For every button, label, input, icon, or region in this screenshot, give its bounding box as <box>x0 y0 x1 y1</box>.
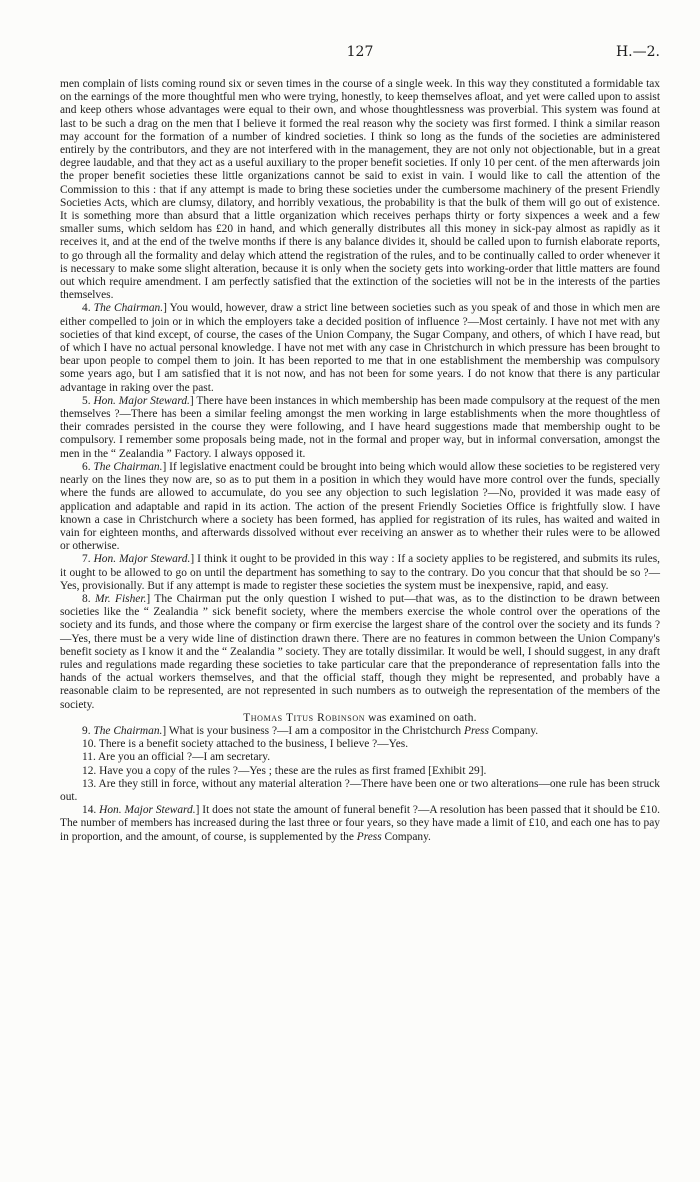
question-10 <box>60 738 660 751</box>
question-13 <box>60 778 660 804</box>
question-text: Have you a copy of the rules ?—Yes ; these are the rules as first framed [Exhibit 29]. <box>99 764 487 777</box>
witness-name: Thomas Titus Robinson <box>243 711 366 724</box>
question-number: 9. <box>82 724 91 737</box>
question-text: ] I think it ought to be provided in this way : If a society applies to be registered, and submits its rules, it ought to be allowed to go on until the department has something to say to the contrary. Do you concur that that should be so ?—Yes, provisionally. But if any attempt is made to register these societies the system must be inexpensive, rapid, and easy. <box>60 553 660 592</box>
question-text: ] You would, however, draw a strict line between societies such as you speak of and those in which men are either compelled to join or in which the employers take a decided position of influence ?—Most certainly. I have not met with any societies of that kind except, of course, the cases of the Union Company, the Sugar Company, and others, of which I have read, but of which I have no actual personal knowledge. I have not met with any case in Christchurch in which pressure has been brought to bear upon people to compel them to join. It has been reported to me that in one establishment the membership was compulsory some years ago, but I am satisfied that it is not now, and has not been for some years. I do not know that there is any particular advantage in raking over the past. <box>60 302 660 394</box>
emphasis: Press <box>356 830 382 843</box>
question-12 <box>60 765 660 778</box>
page-header <box>60 44 660 64</box>
question-6 <box>60 461 660 553</box>
speaker: Mr. Fisher. <box>95 592 147 605</box>
question-text: There is a benefit society attached to the business, I believe ?—Yes. <box>98 738 409 751</box>
witness-heading-rest: was examined on oath. <box>365 711 477 724</box>
question-text: ] If legislative enactment could be brought into being which would allow these societies to be registered very nearly on the lines they now are, so as to put them in a position in which they would have more control over the funds, specially where the funds are allowed to accumulate, do you see any objection to such legislation ?—No, provided it was made easy of application and adaptable and rapid in its action. The action of the present Friendly Societies Office is frightfully slow. I have known a case in Christchurch where a society has been formed, has applied for registration of its rules, has waited and waited in vain for eighteen months, and afterwards dissolved without ever receiving an answer as to whether their rules were to be allowed or otherwise. <box>60 460 660 553</box>
paragraph-text: men complain of lists coming round six or seven times in the course of a single week. In this way they constituted a formidable tax on the earnings of the more thoughtful men who were trying, honestly, to keep themselves afloat, and yet were called upon to assist and keep others whose advantages were equal to their own, and whose thoughtlessness was proverbial. This system was found at last to be such a drag on the men that I believe it formed the real reason why the society was first formed. I think a similar reason may account for the formation of a number of kindred societies. I think so long as the funds of the societies are administered entirely by the contributors, and they are not interfered with in the management, they are not only not objectionable, but in a great degree laudable, and that they act as a useful auxiliary to the proper benefit societies. If only 10 per cent. of the men afterwards join the proper benefit societies these little organizations cannot be said to exist in vain. I would like to call the attention of the Commission to this : that if any attempt is made to bring these societies under the cumbersome machinery of the present Friendly Societies Acts, which are clumsy, dilatory, and horribly vexatious, the probability is that the bulk of them will go out of existence. It is something more than absurd that a little organization which receives perhaps thirty or forty sixpences a week and a few smaller sums, which seldom has £20 in hand, and which generally distributes all this money in sick-pay almost as rapidly as it receives it, and at the end of the twelve months if there is any balance divides it, should be called upon to furnish elaborate reports, to go through all the formality and delay which attend the registration of the rules, and to be continually called to order whenever it is necessary to make some slight alteration, because it is only when the society gets into working-order that little matters are found out which require amendment. I am perfectly satisfied that the extinction of the societies will not be in the interests of the parties themselves. <box>60 78 660 302</box>
question-9 <box>60 725 660 738</box>
question-number: 5. <box>82 394 91 407</box>
speaker: Hon. Major Steward. <box>99 804 196 817</box>
speaker: The Chairman. <box>93 724 163 737</box>
question-11 <box>60 751 660 764</box>
question-number: 7. <box>82 553 91 566</box>
question-5 <box>60 395 660 461</box>
question-text: Are you an official ?—I am secretary. <box>98 751 271 764</box>
question-number: 13. <box>82 777 97 790</box>
question-number: 8. <box>82 592 91 605</box>
document-body <box>60 78 660 844</box>
speaker: The Chairman. <box>93 302 164 315</box>
emphasis: Press <box>463 724 489 737</box>
question-number: 10. <box>82 738 97 751</box>
question-7 <box>60 553 660 593</box>
question-text: ] The Chairman put the only question I wished to put—that was, as to the distinction to be drawn between societies like the “ Zealandia ” sick benefit society, where the members exercise the whole control over the operations of the society and its funds, and those where the company or firm exercise the largest share of the control over the society and its funds ?—Yes, there must be a very wide line of distinction drawn there. There are no features in common between the Union Company's benefit society as I know it and the “ Zealandia ” society. They are totally dissimilar. It would be well, I should suggest, in any draft rules and regulations made regarding these societies to take particular care that the preponderance of representation falls into the hands of the actual workers themselves, and that the official staff, though they might be represented, and probably have a reasonable claim to be represented, are not represented in such numbers as to outweigh the representation of the members of the society. <box>60 592 660 711</box>
question-number: 14. <box>82 804 97 817</box>
speaker: The Chairman. <box>93 460 163 473</box>
question-text: ] What is your business ?—I am a compositor in the Christchurch <box>162 724 464 737</box>
report-code: H.—2. <box>615 44 660 60</box>
question-number: 12. <box>82 764 97 777</box>
question-4 <box>60 302 660 394</box>
question-text-tail: Company. <box>381 830 431 843</box>
speaker: Hon. Major Steward. <box>93 553 191 566</box>
question-number: 11. <box>82 751 96 764</box>
question-number: 6. <box>82 460 91 473</box>
question-text: ] It does not state the amount of funeral benefit ?—A resolution has been passed that it should be £10. The number of members has increased during the last three or four years, so they have made a limit of £10, and each one has to pay in proportion, and the amount, of course, is supplemented by the <box>60 804 660 843</box>
paragraph-1 <box>60 78 660 302</box>
question-8 <box>60 593 660 712</box>
question-number: 4. <box>82 302 91 315</box>
speaker: Hon. Major Steward. <box>93 394 190 407</box>
question-14 <box>60 804 660 844</box>
question-text: Are they still in force, without any material alteration ?—There have been one or two alterations—one rule has been struck out. <box>60 777 661 803</box>
page-number: 127 <box>346 44 374 60</box>
question-text: ] There have been instances in which membership has been made compulsory at the request of the men themselves ?—There has been a similar feeling amongst the men working in large establishments when the more thoughtless of their comrades persisted in the course they were following, and I have heard suggestions made that membership ought to be compulsory. I remember some proposals being made, not in the formal and proper way, but in informal conversation, amongst the men in the “ Zealandia ” Factory. I always opposed it. <box>60 394 660 460</box>
witness-heading <box>60 712 660 725</box>
question-text-tail: Company. <box>488 724 539 737</box>
